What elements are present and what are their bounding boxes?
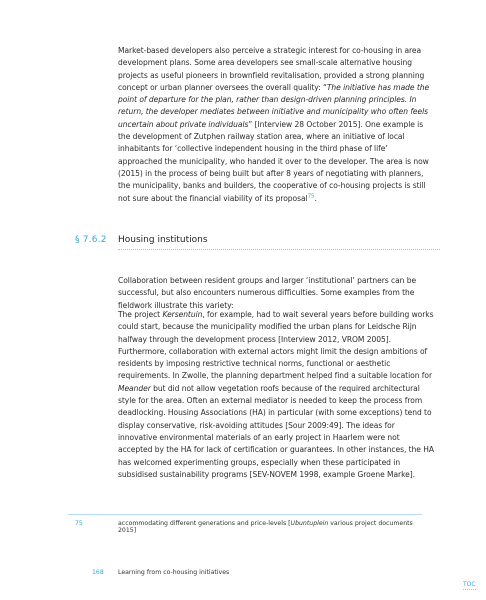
page-number: 168 bbox=[92, 569, 104, 576]
paragraph-text: . bbox=[314, 193, 317, 203]
footnote-text-part: accommodating different generations and price-levels [ bbox=[118, 520, 291, 527]
footnote-text bbox=[118, 520, 428, 534]
footnote-project-name: Ubuntuplein bbox=[290, 520, 329, 527]
footnote-number: 75 bbox=[75, 520, 83, 527]
paragraph-text: ” [Interview 28 October 2015]. One example is the development of Zutphen railway station area, where an initiative of local inhabitants for ‘collective independent housing in the third phase of life’ approached the municipality, who handed it over to the developer. The area is now (2015) in the process of being built but after 8 years of negotiating with planners, the municipality, banks and builders, the cooperative of co-housing projects is still not sure about the financial viability of its proposal bbox=[118, 119, 429, 203]
paragraph-market-developers bbox=[118, 45, 434, 205]
footnote-reference[interactable]: 75 bbox=[307, 193, 315, 200]
running-title: Learning from co-housing initiatives bbox=[118, 569, 230, 576]
project-name: Meander bbox=[118, 383, 151, 393]
paragraph-collaboration: Collaboration between resident groups and larger ‘institutional’ partners can be successful, but also encounters numerous difficulties. Some examples from the fieldwork illustrate this variety: bbox=[118, 276, 417, 310]
footnote-text-part: various project documents 2015] bbox=[118, 520, 413, 534]
project-name: Kersentuin bbox=[162, 310, 203, 319]
paragraph-text: Market-based developers also perceive a strategic interest for co-housing in area development plans. Some area developers see small-scale alternative housing projects as useful pioneers in brownfield revitalisation, provided a strong planning concept or urban planner oversees the overall quality: “ bbox=[118, 46, 425, 92]
paragraph-examples bbox=[118, 309, 434, 481]
toc-link[interactable]: TOC bbox=[463, 581, 476, 588]
section-number: § 7.6.2 bbox=[75, 235, 107, 245]
paragraph-text: but did not allow vegetation roofs because of the required architectural style for the area. Often an external mediator is needed to keep the process from deadlocking. Housing Associations (HA) in particular (with some exceptions) tend to display conservative, risk-avoiding attitudes [Sour 2009:49]. The ideas for innovative environmental materials of an early project in Haarlem were not accepted by the HA for lack of certification or guarantees. In other instances, the HA has welcomed experimenting groups, especially when these participated in subsidised sustainability programs [SEV-NOVEM 1998, example Groene Marke]. bbox=[118, 383, 434, 479]
footnote-divider bbox=[68, 514, 422, 515]
paragraph-text: , for example, had to wait several years before building works could start, because the municipality modified the urban plans for Leidsche Rijn halfway through the development process [Interview 2012, VROM 2005]. Furthermore, collaboration with external actors might limit the design ambitions of residents by imposing restrictive technical norms, functional or aesthetic requirements. In Zwolle, the planning department helped find a suitable location for bbox=[118, 310, 434, 381]
paragraph-text: The project bbox=[118, 310, 163, 319]
section-title: Housing institutions bbox=[118, 235, 440, 250]
interview-quote: The initiative has made the point of departure for the plan, rather than design-driven planning principles. In return, the developer mediates between initiative and municipality who often feels uncertain about private individuals bbox=[118, 82, 430, 129]
